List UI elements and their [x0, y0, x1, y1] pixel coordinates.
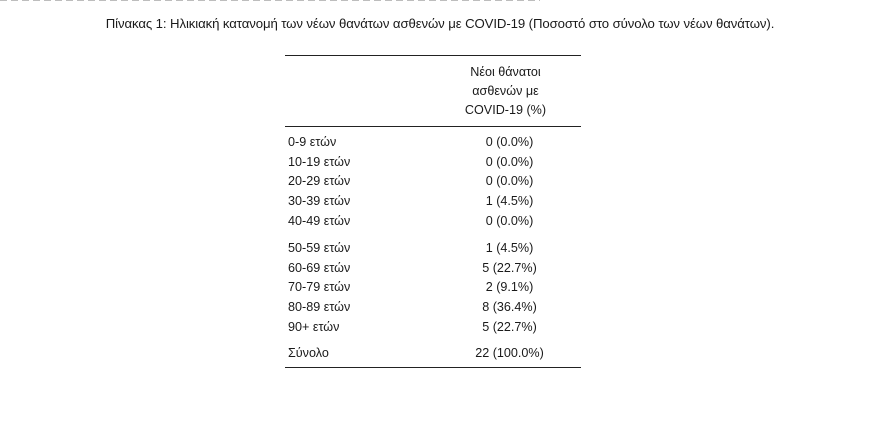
value-cell: 0 (0.0%) [485, 154, 534, 169]
value-cell: 0 (0.0%) [485, 214, 534, 229]
age-cell: 70-79 ετών [288, 280, 351, 295]
age-cell: 30-39 ετών [288, 194, 351, 209]
value-cell: 2 (9.1%) [485, 280, 534, 295]
age-cell: 20-29 ετών [288, 174, 351, 189]
table-row [285, 258, 581, 278]
age-distribution-table [285, 55, 581, 368]
header-new-deaths [430, 56, 581, 127]
table-row [285, 191, 581, 211]
header-line: COVID-19 (%) [464, 102, 547, 117]
table-row [285, 278, 581, 298]
header-age [285, 56, 430, 127]
age-cell: 40-49 ετών [288, 214, 351, 229]
age-cell: 10-19 ετών [288, 154, 351, 169]
value-cell: 1 (4.5%) [485, 240, 534, 255]
table-row [285, 211, 581, 231]
table-row [285, 297, 581, 317]
cropped-text-strip [0, 0, 540, 3]
table-total-row [285, 337, 581, 367]
age-cell: 80-89 ετών [288, 300, 351, 315]
table-caption: Πίνακας 1: Ηλικιακή κατανομή των νέων θανάτων ασθενών με COVID-19 (Ποσοστό στο σύνολο των νέων θανάτων). [105, 16, 775, 31]
age-cell: 0-9 ετών [288, 134, 337, 149]
value-cell: 5 (22.7%) [482, 320, 537, 335]
total-label: Σύνολο [288, 345, 329, 360]
value-cell: 0 (0.0%) [485, 134, 534, 149]
header-line: Νέοι θάνατοι [470, 64, 541, 79]
table-row [285, 172, 581, 192]
table-header-row [285, 56, 581, 127]
table-row [285, 317, 581, 337]
table-row [285, 231, 581, 258]
value-cell: 5 (22.7%) [482, 260, 537, 275]
table-row [285, 127, 581, 152]
value-cell: 0 (0.0%) [485, 174, 534, 189]
value-cell: 1 (4.5%) [485, 194, 534, 209]
header-line: ασθενών με [472, 83, 539, 98]
age-cell: 60-69 ετών [288, 260, 351, 275]
age-cell: 50-59 ετών [288, 240, 351, 255]
value-cell: 8 (36.4%) [482, 300, 537, 315]
age-cell: 90+ ετών [288, 320, 340, 335]
table-row [285, 152, 581, 172]
table-bottom-rule [285, 367, 581, 368]
total-value: 22 (100.0%) [475, 345, 544, 360]
